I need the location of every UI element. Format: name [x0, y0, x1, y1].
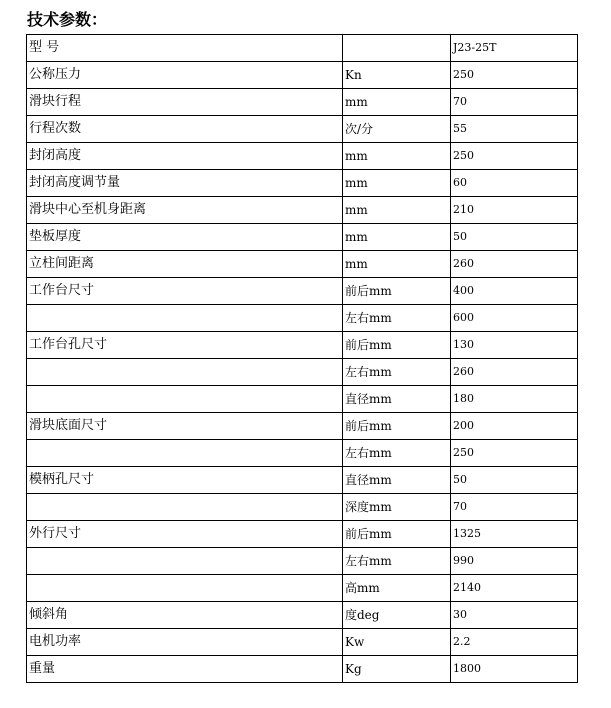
param-name — [27, 494, 343, 521]
param-value: 400 — [451, 278, 578, 305]
param-unit: 左右mm — [343, 359, 451, 386]
param-value: 600 — [451, 305, 578, 332]
param-value: 250 — [451, 62, 578, 89]
table-row — [27, 467, 578, 494]
table-row — [27, 116, 578, 143]
table-row — [27, 440, 578, 467]
param-unit: 左右mm — [343, 548, 451, 575]
table-row — [27, 602, 578, 629]
param-unit: 深度mm — [343, 494, 451, 521]
param-value: 1800 — [451, 656, 578, 683]
param-name: 立柱间距离 — [27, 251, 343, 278]
param-unit: 前后mm — [343, 521, 451, 548]
param-name — [27, 305, 343, 332]
param-name: 行程次数 — [27, 116, 343, 143]
table-row — [27, 62, 578, 89]
param-value: 180 — [451, 386, 578, 413]
param-unit: 直径mm — [343, 386, 451, 413]
table-row — [27, 170, 578, 197]
param-unit: Kg — [343, 656, 451, 683]
param-value: 250 — [451, 143, 578, 170]
param-value: 30 — [451, 602, 578, 629]
table-row — [27, 548, 578, 575]
param-unit: 左右mm — [343, 305, 451, 332]
param-name — [27, 386, 343, 413]
param-name — [27, 440, 343, 467]
param-value: 260 — [451, 251, 578, 278]
param-name: 滑块中心至机身距离 — [27, 197, 343, 224]
param-name: 工作台孔尺寸 — [27, 332, 343, 359]
param-unit: 直径mm — [343, 467, 451, 494]
param-unit: mm — [343, 251, 451, 278]
param-name: 滑块行程 — [27, 89, 343, 116]
param-unit — [343, 35, 451, 62]
param-unit: 前后mm — [343, 278, 451, 305]
param-unit: mm — [343, 197, 451, 224]
param-unit: 前后mm — [343, 332, 451, 359]
param-name — [27, 575, 343, 602]
param-name: 型 号 — [27, 35, 343, 62]
param-value: 260 — [451, 359, 578, 386]
param-name: 工作台尺寸 — [27, 278, 343, 305]
table-row — [27, 35, 578, 62]
param-unit: 前后mm — [343, 413, 451, 440]
param-value: 70 — [451, 89, 578, 116]
param-value: 70 — [451, 494, 578, 521]
table-row — [27, 629, 578, 656]
param-name: 倾斜角 — [27, 602, 343, 629]
param-name: 外行尺寸 — [27, 521, 343, 548]
table-row — [27, 278, 578, 305]
table-row — [27, 89, 578, 116]
param-value: 2.2 — [451, 629, 578, 656]
param-name: 封闭高度调节量 — [27, 170, 343, 197]
table-row — [27, 494, 578, 521]
table-row — [27, 305, 578, 332]
param-name — [27, 548, 343, 575]
param-value: 250 — [451, 440, 578, 467]
param-value: 2140 — [451, 575, 578, 602]
param-value: 50 — [451, 467, 578, 494]
param-unit: mm — [343, 224, 451, 251]
table-row — [27, 224, 578, 251]
param-unit: mm — [343, 170, 451, 197]
param-name: 封闭高度 — [27, 143, 343, 170]
table-row — [27, 386, 578, 413]
param-unit: 次/分 — [343, 116, 451, 143]
param-value: J23-25T — [451, 35, 578, 62]
table-row — [27, 413, 578, 440]
param-name — [27, 359, 343, 386]
table-row — [27, 251, 578, 278]
table-row — [27, 521, 578, 548]
param-name: 电机功率 — [27, 629, 343, 656]
spec-heading: 技术参数： — [27, 10, 108, 29]
param-value: 130 — [451, 332, 578, 359]
param-unit: 度deg — [343, 602, 451, 629]
param-value: 200 — [451, 413, 578, 440]
param-name: 垫板厚度 — [27, 224, 343, 251]
param-unit: mm — [343, 143, 451, 170]
param-name: 模柄孔尺寸 — [27, 467, 343, 494]
param-name: 重量 — [27, 656, 343, 683]
param-unit: mm — [343, 89, 451, 116]
spec-table-body — [27, 35, 578, 683]
param-value: 210 — [451, 197, 578, 224]
table-row — [27, 197, 578, 224]
param-unit: 高mm — [343, 575, 451, 602]
table-row — [27, 143, 578, 170]
table-row — [27, 332, 578, 359]
param-value: 990 — [451, 548, 578, 575]
param-unit: Kn — [343, 62, 451, 89]
param-name: 公称压力 — [27, 62, 343, 89]
table-row — [27, 359, 578, 386]
table-row — [27, 575, 578, 602]
spec-table — [26, 34, 578, 683]
param-unit: 左右mm — [343, 440, 451, 467]
param-value: 60 — [451, 170, 578, 197]
param-value: 50 — [451, 224, 578, 251]
param-value: 1325 — [451, 521, 578, 548]
param-value: 55 — [451, 116, 578, 143]
param-unit: Kw — [343, 629, 451, 656]
table-row — [27, 656, 578, 683]
param-name: 滑块底面尺寸 — [27, 413, 343, 440]
